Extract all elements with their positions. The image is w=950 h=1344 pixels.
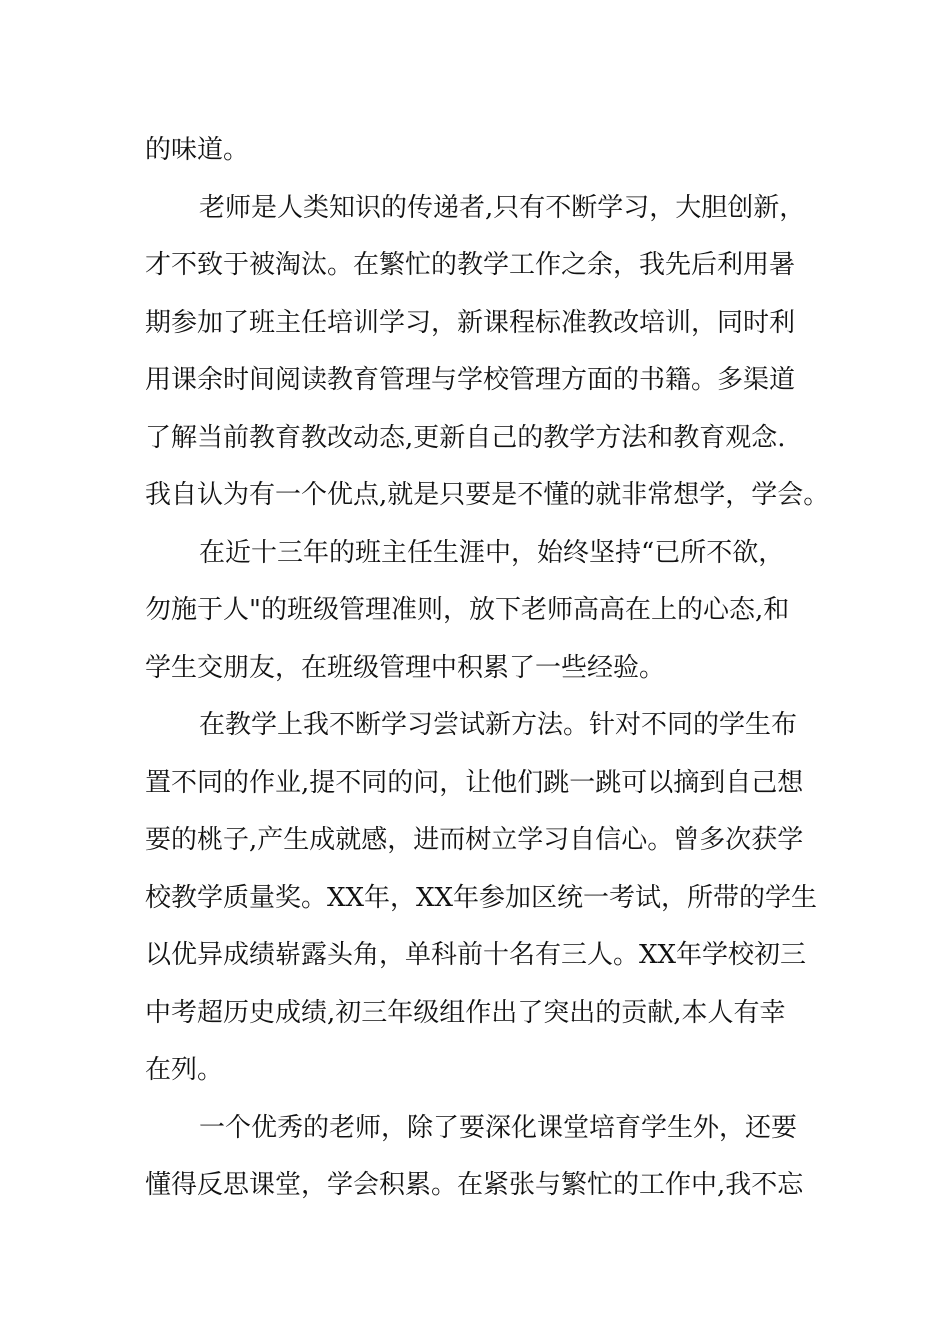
paragraph-line: 期参加了班主任培训学习，新课程标准教改培训，同时利 (145, 307, 796, 338)
paragraph-line: 了解当前教育教改动态,更新自己的教学方法和教育观念. (145, 422, 786, 453)
document-body (145, 126, 830, 1219)
paragraph-line: 校教学质量奖。XX年，XX年参加区统一考试，所带的学生 (145, 882, 818, 913)
paragraph-line: 才不致于被淘汰。在繁忙的教学工作之余，我先后利用暑 (145, 250, 796, 280)
paragraph-line: 用课余时间阅读教育管理与学校管理方面的书籍。多渠道 (145, 365, 796, 395)
paragraph-line: 学生交朋友，在班级管理中积累了一些经验。 (145, 652, 666, 683)
paragraph-line: 置不同的作业,提不同的问，让他们跳一跳可以摘到自己想 (145, 767, 804, 798)
paragraph-line: 懂得反思课堂，学会积累。在紧张与繁忙的工作中,我不忘 (145, 1170, 804, 1200)
paragraph-line: 勿施于人"的班级管理准则，放下老师高高在上的心态,和 (145, 595, 790, 625)
paragraph-line: 在教学上我不断学习尝试新方法。针对不同的学生布 (199, 710, 798, 740)
paragraph-line: 一个优秀的老师，除了要深化课堂培育学生外，还要 (199, 1112, 798, 1143)
paragraph-line: 老师是人类知识的传递者,只有不断学习，大胆创新， (199, 192, 806, 223)
paragraph-line: 以优异成绩崭露头角，单科前十名有三人。XX年学校初三 (145, 940, 807, 970)
paragraph-line: 在列。 (145, 1055, 224, 1085)
paragraph-line: 要的桃子,产生成就感，进而树立学习自信心。曾多次获学 (145, 825, 804, 855)
paragraph-line: 中考超历史成绩,初三年级组作出了突出的贡献,本人有幸 (145, 997, 786, 1028)
paragraph-line: 在近十三年的班主任生涯中，始终坚持“已所不欲， (199, 537, 785, 568)
paragraph-line: 的味道。 (145, 135, 250, 165)
paragraph-line: 我自认为有一个优点,就是只要是不懂的就非常想学，学会。 (145, 480, 830, 510)
